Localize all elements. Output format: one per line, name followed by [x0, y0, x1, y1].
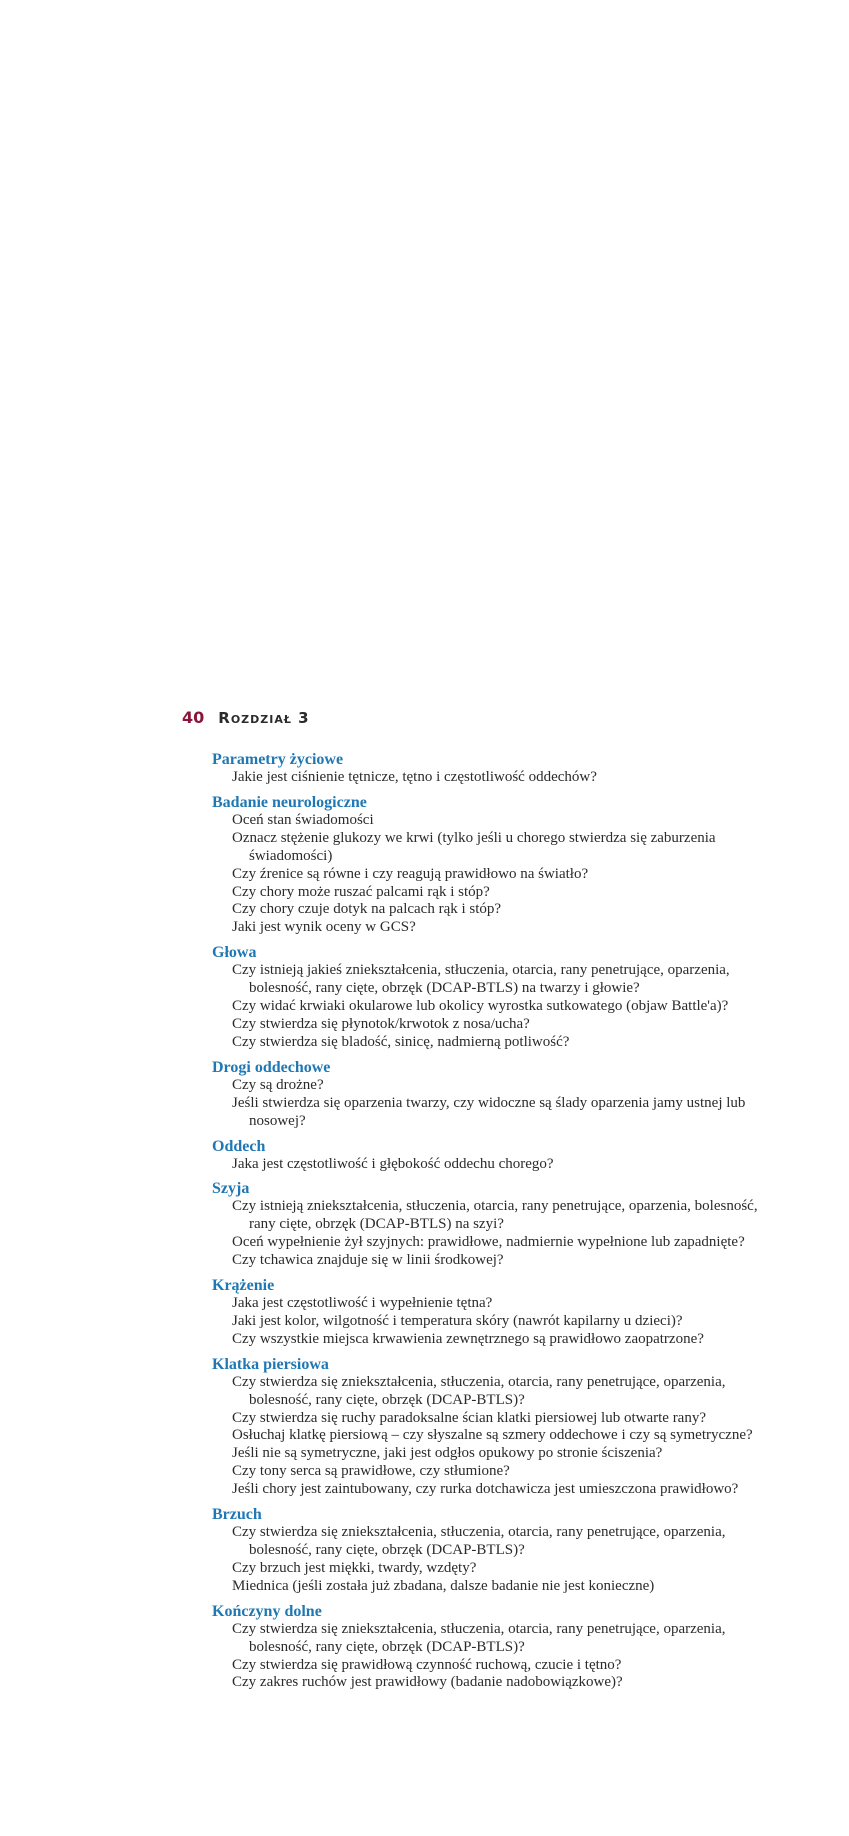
checklist-item: Czy tony serca są prawidłowe, czy stłumione? — [232, 1463, 510, 1480]
section-heading: Drogi oddechowe — [212, 1058, 331, 1076]
checklist-item: Czy stwierdza się zniekształcenia, stłuczenia, otarcia, rany penetrujące, oparzenia, bolesność, rany cięte, obrzęk (DCAP-BTLS)? — [232, 1524, 726, 1558]
checklist-section — [212, 1506, 782, 1596]
section-heading: Klatka piersiowa — [212, 1355, 329, 1373]
checklist-item: Czy źrenice są równe i czy reagują prawidłowo na światło? — [232, 865, 589, 882]
checklist-item: Czy widać krwiaki okularowe lub okolicy wyrostka sutkowatego (objaw Battle'a)? — [232, 998, 729, 1015]
checklist-section — [212, 1603, 782, 1693]
section-heading: Kończyny dolne — [212, 1602, 322, 1620]
checklist-item: Jaka jest częstotliwość i głębokość oddechu chorego? — [232, 1155, 554, 1172]
checklist-item: Czy chory może ruszać palcami rąk i stóp? — [232, 883, 490, 900]
checklist-section — [212, 1059, 782, 1131]
checklist-item: Czy zakres ruchów jest prawidłowy (badanie nadobowiązkowe)? — [232, 1674, 623, 1691]
checklist-item: Czy tchawica znajduje się w linii środkowej? — [232, 1252, 504, 1269]
checklist-item: Jeśli nie są symetryczne, jaki jest odgłos opukowy po stronie ściszenia? — [232, 1445, 663, 1462]
checklist-item: Jaki jest wynik oceny w GCS? — [232, 919, 416, 936]
checklist-section — [212, 1180, 782, 1270]
checklist-item: Czy stwierdza się płynotok/krwotok z nosa/ucha? — [232, 1015, 530, 1032]
checklist-item: Jeśli chory jest zaintubowany, czy rurka dotchawicza jest umieszczona prawidłowo? — [232, 1481, 739, 1498]
checklist-item: Czy stwierdza się bladość, sinicę, nadmierną potliwość? — [232, 1033, 570, 1050]
section-heading: Głowa — [212, 944, 257, 962]
checklist-item: Oceń stan świadomości — [232, 811, 374, 828]
chapter-title: Rozdział 3 — [218, 709, 310, 727]
page-number: 40 — [182, 708, 205, 727]
checklist-item: Czy stwierdza się zniekształcenia, stłuczenia, otarcia, rany penetrujące, oparzenia, bolesność, rany cięte, obrzęk (DCAP-BTLS)? — [232, 1620, 726, 1655]
section-heading: Krążenie — [212, 1277, 275, 1295]
section-heading: Szyja — [212, 1180, 250, 1198]
checklist-item: Jaki jest kolor, wilgotność i temperatura skóry (nawrót kapilarny u dzieci)? — [232, 1312, 683, 1329]
checklist-section — [212, 794, 782, 937]
section-heading: Brzuch — [212, 1506, 262, 1524]
checklist-item: Czy są drożne? — [232, 1076, 324, 1093]
checklist-item: Osłuchaj klatkę piersiową – czy słyszalne są szmery oddechowe i czy są symetryczne? — [232, 1427, 753, 1444]
checklist-item: Jeśli stwierdza się oparzenia twarzy, czy widoczne są ślady oparzenia jamy ustnej lub nosowej? — [232, 1094, 746, 1129]
checklist-item: Czy stwierdza się prawidłową czynność ruchową, czucie i tętno? — [232, 1656, 622, 1673]
checklist-item: Czy istnieją jakieś zniekształcenia, stłuczenia, otarcia, rany penetrujące, oparzenia, bolesność, rany cięte, obrzęk (DCAP-BTLS) na twarzy i głowie? — [232, 962, 730, 997]
checklist-item: Miednica (jeśli została już zbadana, dalsze badanie nie jest konieczne) — [232, 1577, 655, 1594]
checklist-section — [212, 1277, 782, 1349]
checklist-item: Czy brzuch jest miękki, twardy, wzdęty? — [232, 1559, 477, 1576]
checklist-section — [212, 944, 782, 1052]
checklist-item: Czy chory czuje dotyk na palcach rąk i stóp? — [232, 901, 502, 918]
checklist-item: Czy wszystkie miejsca krwawienia zewnętrznego są prawidłowo zaopatrzone? — [232, 1330, 704, 1347]
checklist-item: Czy stwierdza się ruchy paradoksalne ścian klatki piersiowej lub otwarte rany? — [232, 1409, 707, 1426]
checklist-section — [212, 1356, 782, 1499]
checklist-content — [212, 751, 782, 1699]
checklist-item: Czy istnieją zniekształcenia, stłuczenia, otarcia, rany penetrujące, oparzenia, bolesność, rany cięte, obrzęk (DCAP-BTLS) na szyi? — [232, 1198, 758, 1233]
checklist-item: Oceń wypełnienie żył szyjnych: prawidłowe, nadmiernie wypełnione lub zapadnięte? — [232, 1234, 745, 1251]
section-heading: Parametry życiowe — [212, 751, 344, 768]
section-heading: Oddech — [212, 1137, 266, 1155]
checklist-item: Czy stwierdza się zniekształcenia, stłuczenia, otarcia, rany penetrujące, oparzenia, bolesność, rany cięte, obrzęk (DCAP-BTLS)? — [232, 1373, 726, 1408]
section-heading: Badanie neurologiczne — [212, 793, 367, 811]
checklist-item: Jakie jest ciśnienie tętnicze, tętno i częstotliwość oddechów? — [232, 769, 597, 785]
checklist-item: Oznacz stężenie glukozy we krwi (tylko jeśli u chorego stwierdza się zaburzenia świadomości) — [232, 829, 716, 864]
checklist-item: Jaka jest częstotliwość i wypełnienie tętna? — [232, 1295, 493, 1312]
checklist-section — [212, 751, 782, 787]
page-header — [182, 708, 310, 727]
checklist-section — [212, 1138, 782, 1174]
